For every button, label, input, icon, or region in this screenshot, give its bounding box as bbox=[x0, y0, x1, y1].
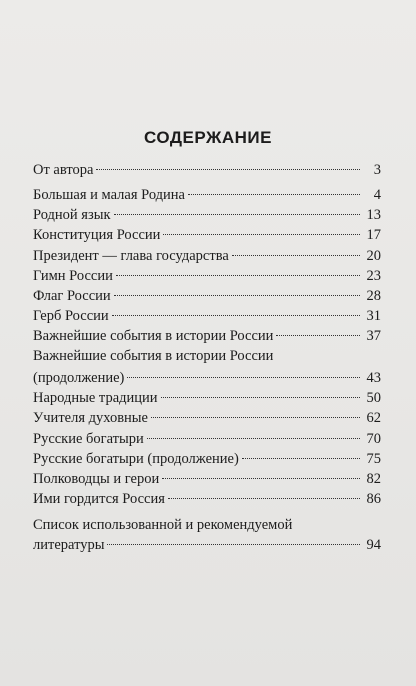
toc-entry-title: Президент — глава государства bbox=[33, 248, 229, 264]
toc-entry-title: Флаг России bbox=[33, 288, 111, 304]
toc-entry-title: От автора bbox=[33, 162, 94, 178]
toc-entry-title: Родной язык bbox=[33, 207, 111, 223]
toc-entry-title: Учителя духовные bbox=[33, 410, 148, 426]
toc-entry-page: 75 bbox=[366, 451, 381, 467]
toc-entry-title: Народные традиции bbox=[33, 390, 158, 406]
toc-entry bbox=[33, 225, 381, 245]
dot-leader bbox=[114, 214, 361, 215]
toc-entry-page: 50 bbox=[366, 390, 381, 406]
toc-entry-title: литературы bbox=[33, 537, 105, 553]
toc-entry bbox=[33, 306, 381, 326]
dot-leader bbox=[96, 169, 360, 170]
toc-entry bbox=[33, 489, 381, 509]
dot-leader bbox=[151, 417, 360, 418]
toc-entry-title: Список использованной и рекомендуемой bbox=[33, 517, 293, 533]
toc-entry bbox=[33, 368, 381, 388]
toc-entry bbox=[33, 408, 381, 428]
toc-entry bbox=[33, 535, 381, 555]
dot-leader bbox=[163, 234, 360, 235]
toc-entry-page: 20 bbox=[366, 248, 381, 264]
toc-entry-page: 62 bbox=[366, 410, 381, 426]
toc-entry-page: 28 bbox=[366, 288, 381, 304]
toc-entry-title: Русские богатыри bbox=[33, 431, 144, 447]
toc-entry bbox=[33, 266, 381, 286]
toc-entry-title: Важнейшие события в истории России bbox=[33, 348, 274, 364]
toc-entry-title: Конституция России bbox=[33, 227, 161, 243]
toc-entry-page: 31 bbox=[366, 308, 381, 324]
toc-entry bbox=[33, 346, 381, 366]
dot-leader bbox=[276, 335, 360, 336]
toc-entry-page: 70 bbox=[366, 431, 381, 447]
toc-entry bbox=[33, 429, 381, 449]
dot-leader bbox=[242, 458, 360, 459]
toc-entry-title: Гимн России bbox=[33, 268, 113, 284]
dot-leader bbox=[127, 377, 360, 378]
dot-leader bbox=[147, 438, 360, 439]
dot-leader bbox=[188, 194, 360, 195]
toc-entry bbox=[33, 246, 381, 266]
dot-leader bbox=[232, 255, 360, 256]
toc-entry-title: Большая и малая Родина bbox=[33, 187, 185, 203]
dot-leader bbox=[114, 295, 360, 296]
dot-leader bbox=[162, 478, 360, 479]
toc-entry bbox=[33, 185, 381, 205]
toc-entry-title: Важнейшие события в истории России bbox=[33, 328, 274, 344]
toc-entry bbox=[33, 469, 381, 489]
toc-entry-page: 13 bbox=[366, 207, 381, 223]
toc-entry bbox=[33, 515, 381, 535]
toc-entry-title: Герб России bbox=[33, 308, 109, 324]
toc-entry-page: 17 bbox=[366, 227, 381, 243]
dot-leader bbox=[168, 498, 360, 499]
toc-entry-page: 3 bbox=[373, 162, 381, 178]
dot-leader bbox=[116, 275, 360, 276]
toc-entry-title: Ими гордится Россия bbox=[33, 491, 165, 507]
toc-entry bbox=[33, 326, 381, 346]
toc-entry bbox=[33, 205, 381, 225]
dot-leader bbox=[112, 315, 360, 316]
toc-entry-title: Русские богатыри (продолжение) bbox=[33, 451, 239, 467]
dot-leader bbox=[161, 397, 360, 398]
toc-entry-page: 43 bbox=[366, 370, 381, 386]
toc-entry-page: 4 bbox=[373, 187, 381, 203]
toc-entry bbox=[33, 388, 381, 408]
toc-entry-title: Полководцы и герои bbox=[33, 471, 160, 487]
toc-entry-page: 37 bbox=[366, 328, 381, 344]
toc-entry-page: 23 bbox=[366, 268, 381, 284]
toc-entry bbox=[33, 449, 381, 469]
toc-entry-title: (продолжение) bbox=[33, 370, 125, 386]
toc-entry-page: 82 bbox=[366, 471, 381, 487]
toc-entry-page: 94 bbox=[366, 537, 381, 553]
page-title: СОДЕРЖАНИЕ bbox=[144, 128, 272, 147]
dot-leader bbox=[107, 544, 360, 545]
toc-entry bbox=[33, 160, 381, 180]
toc-entry-page: 86 bbox=[366, 491, 381, 507]
toc-entry bbox=[33, 286, 381, 306]
